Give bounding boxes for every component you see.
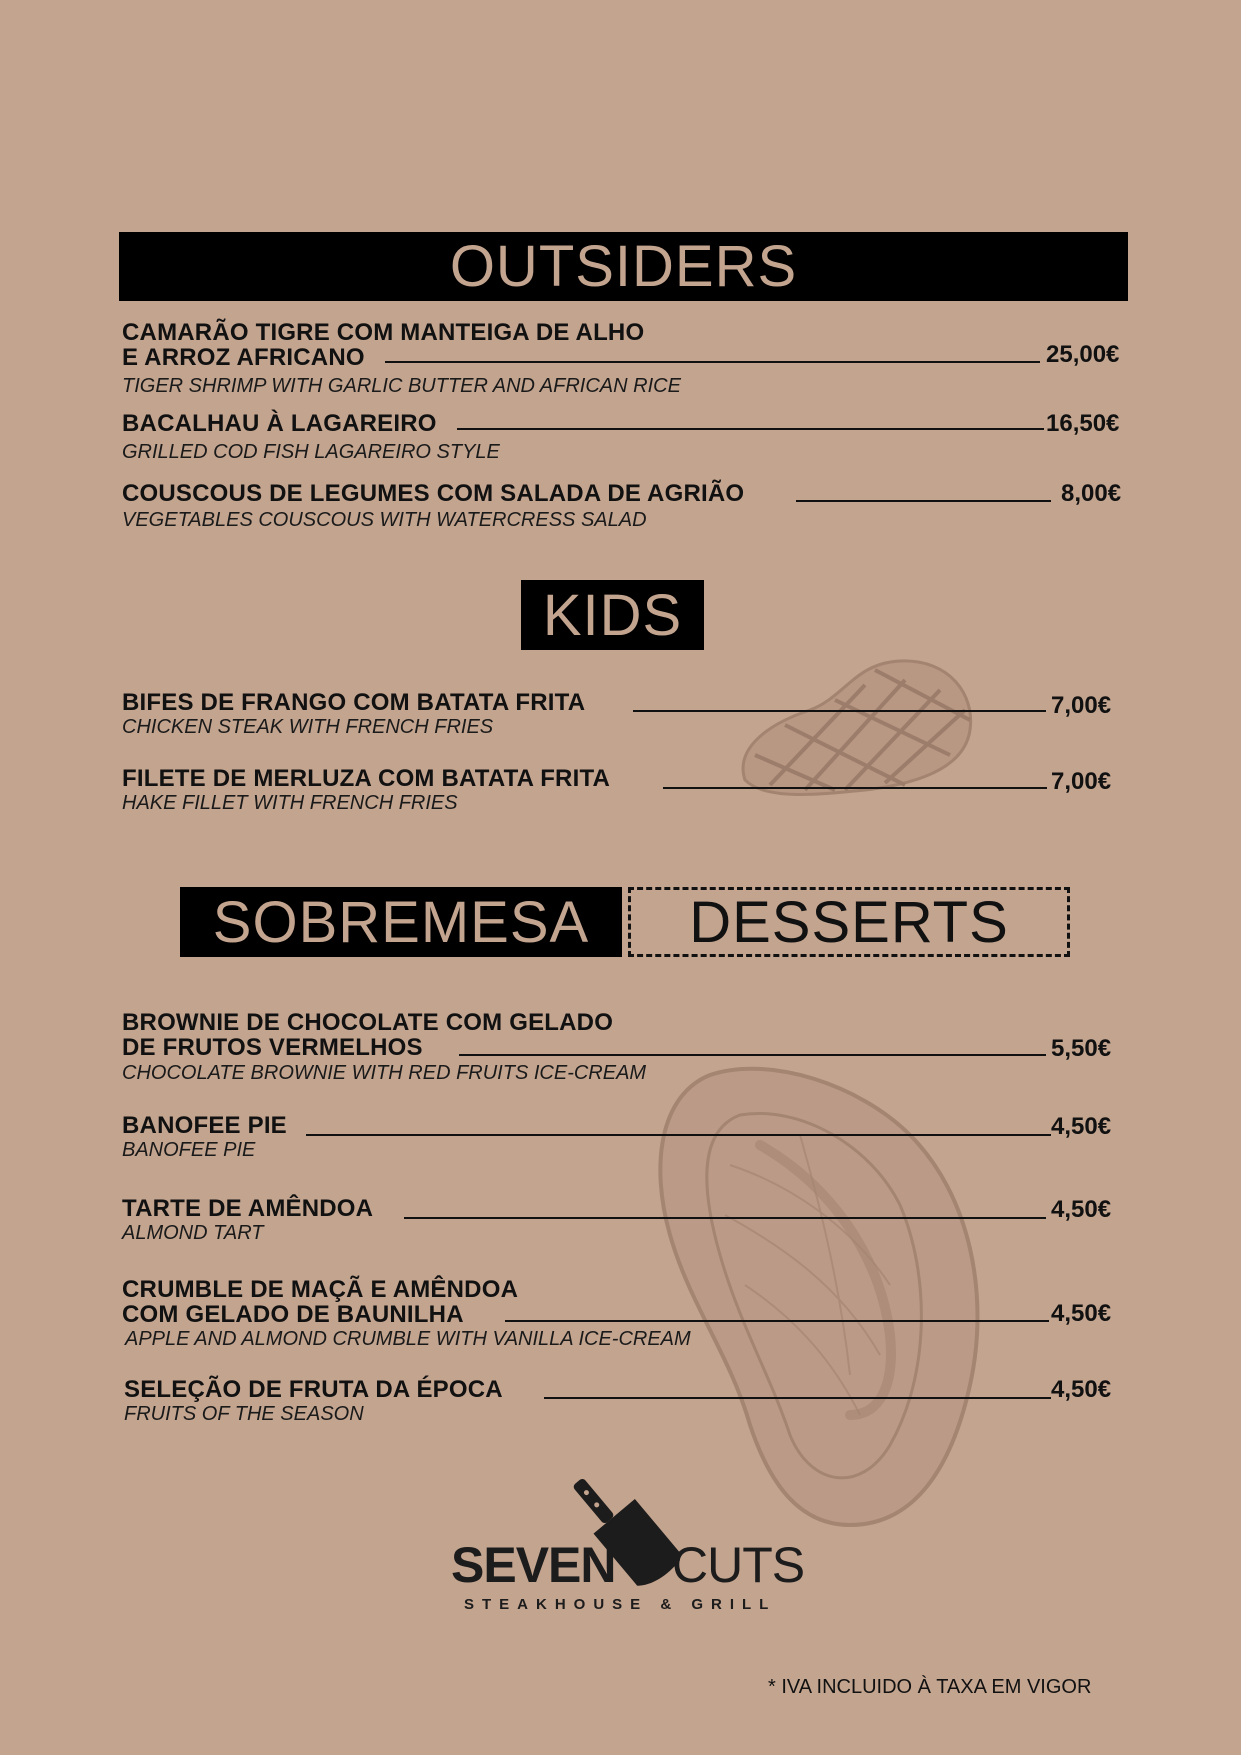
leader-line (306, 1134, 1051, 1136)
item-name-line2: COM GELADO DE BAUNILHA (122, 1301, 464, 1328)
item-name-line2: E ARROZ AFRICANO (122, 344, 365, 371)
item-translation: APPLE AND ALMOND CRUMBLE WITH VANILLA ICE-CREAM (125, 1328, 691, 1350)
item-name: COUSCOUS DE LEGUMES COM SALADA DE AGRIÃO (122, 480, 745, 507)
steak-sketch-icon (725, 655, 985, 805)
item-translation: BANOFEE PIE (122, 1139, 256, 1161)
menu-item (122, 766, 610, 814)
leader-line (796, 500, 1051, 502)
logo-word-cuts: CUTS (672, 1537, 805, 1593)
item-name-line2: DE FRUTOS VERMELHOS (122, 1034, 423, 1061)
item-price: 7,00€ (1051, 768, 1112, 795)
leader-line (633, 710, 1046, 712)
item-translation: VEGETABLES COUSCOUS WITH WATERCRESS SALAD (122, 509, 647, 531)
tax-footnote: * IVA INCLUIDO À TAXA EM VIGOR (768, 1676, 1092, 1698)
menu-item (122, 481, 744, 531)
desserts-title: DESSERTS (689, 889, 1009, 955)
menu-item (122, 1113, 287, 1161)
leader-line (459, 1054, 1046, 1056)
leader-line (404, 1217, 1046, 1219)
menu-item (124, 1377, 503, 1425)
outsiders-header (119, 232, 1128, 301)
item-translation: GRILLED COD FISH LAGAREIRO STYLE (122, 441, 500, 463)
leader-line (457, 428, 1044, 430)
item-price: 4,50€ (1051, 1376, 1112, 1403)
item-translation: CHOCOLATE BROWNIE WITH RED FRUITS ICE-CREAM (122, 1062, 647, 1084)
item-price: 4,50€ (1051, 1113, 1112, 1140)
item-price: 16,50€ (1046, 410, 1120, 437)
menu-item (122, 1010, 646, 1084)
item-translation: ALMOND TART (122, 1222, 264, 1244)
outsiders-title: OUTSIDERS (449, 234, 798, 299)
sobremesa-title: SOBREMESA (212, 889, 590, 955)
logo-tagline: STEAKHOUSE & GRILL (464, 1596, 777, 1613)
item-name: TARTE DE AMÊNDOA (122, 1195, 374, 1222)
item-name: SELEÇÃO DE FRUTA DA ÉPOCA (124, 1376, 503, 1403)
logo-word-seven: SEVEN (451, 1537, 616, 1593)
item-translation: FRUITS OF THE SEASON (124, 1403, 364, 1425)
menu-item (122, 1196, 373, 1244)
item-name-line1: BROWNIE DE CHOCOLATE COM GELADO (122, 1009, 614, 1036)
item-name-line1: CAMARÃO TIGRE COM MANTEIGA DE ALHO (122, 319, 645, 346)
menu-item (122, 1277, 691, 1350)
desserts-header (628, 887, 1070, 957)
item-name: BANOFEE PIE (122, 1112, 287, 1139)
item-price: 4,50€ (1051, 1300, 1112, 1327)
sobremesa-header (180, 887, 622, 957)
leader-line (663, 787, 1047, 789)
kids-header (521, 580, 704, 650)
item-price: 7,00€ (1051, 692, 1112, 719)
leader-line (385, 361, 1040, 363)
item-translation: CHICKEN STEAK WITH FRENCH FRIES (122, 716, 494, 738)
item-name: BACALHAU À LAGAREIRO (122, 410, 437, 437)
menu-item (122, 320, 681, 397)
menu-item (122, 411, 500, 463)
leader-line (544, 1397, 1051, 1399)
item-price: 5,50€ (1051, 1035, 1112, 1062)
leader-line (505, 1320, 1049, 1322)
item-translation: TIGER SHRIMP WITH GARLIC BUTTER AND AFRICAN RICE (122, 375, 681, 397)
item-price: 25,00€ (1046, 341, 1120, 368)
menu-item (122, 690, 585, 738)
item-price: 4,50€ (1051, 1196, 1112, 1223)
item-name-line1: CRUMBLE DE MAÇÃ E AMÊNDOA (122, 1276, 519, 1303)
item-name: BIFES DE FRANGO COM BATATA FRITA (122, 689, 586, 716)
item-name: FILETE DE MERLUZA COM BATATA FRITA (122, 765, 611, 792)
item-translation: HAKE FILLET WITH FRENCH FRIES (122, 792, 458, 814)
tbone-sketch-icon (650, 1055, 1010, 1535)
kids-title: KIDS (542, 582, 683, 648)
item-price: 8,00€ (1061, 480, 1122, 507)
